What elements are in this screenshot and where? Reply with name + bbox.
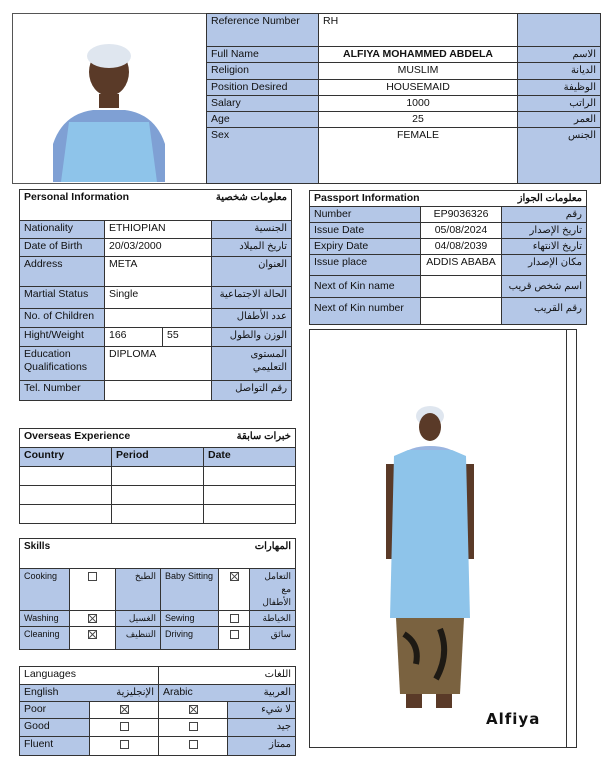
height: 166 [105, 328, 163, 347]
label: Sex [207, 128, 319, 184]
label-ar: الديانة [518, 63, 601, 80]
label: Issue place [310, 255, 421, 276]
english-good-checkbox[interactable] [120, 722, 129, 731]
section-title-ar: خبرات سابقة [204, 429, 296, 448]
label-ar: رقم التواصل [212, 381, 292, 401]
education: DIPLOMA [105, 347, 212, 381]
label-ar: مكان الإصدار [502, 255, 587, 276]
section-title: Languages [20, 667, 159, 685]
skills-table [19, 538, 296, 650]
label: Salary [207, 96, 319, 112]
table-row [20, 486, 296, 505]
label: Next of Kin name [310, 276, 421, 298]
section-title: Skills [20, 539, 161, 569]
passport-information-table [309, 190, 587, 325]
section-title-ar: معلومات شخصية [163, 190, 292, 221]
english-fluent-checkbox[interactable] [120, 740, 129, 749]
english-poor-checkbox[interactable] [120, 705, 129, 714]
skill-label: Washing [20, 611, 70, 627]
arabic-label-ar: العربية [228, 685, 296, 702]
label: Full Name [207, 47, 319, 63]
table-row [20, 467, 296, 486]
next-of-kin-name [421, 276, 502, 298]
table-row [207, 14, 601, 47]
level-label: Fluent [20, 737, 90, 756]
skill-label: Cooking [20, 569, 70, 611]
label: Hight/Weight [20, 328, 105, 347]
label-ar: الجنس [518, 128, 601, 184]
sewing-checkbox[interactable] [230, 614, 239, 623]
label: Tel. Number [20, 381, 105, 401]
label-ar: تاريخ الإصدار [502, 223, 587, 239]
section-title: Overseas Experience [20, 429, 204, 448]
column-header: Period [112, 448, 204, 467]
address: META [105, 257, 212, 287]
level-label-ar: جيد [228, 719, 296, 737]
label: Position Desired [207, 80, 319, 96]
age: 25 [319, 112, 518, 128]
arabic-good-checkbox[interactable] [189, 722, 198, 731]
skill-label: Cleaning [20, 627, 70, 650]
label-ar: الجنسية [212, 221, 292, 239]
reference-number: RH [319, 14, 518, 47]
label: Expiry Date [310, 239, 421, 255]
label-ar: العمر [518, 112, 601, 128]
label: Age [207, 112, 319, 128]
skill-label: Baby Sitting [161, 569, 219, 611]
arabic-fluent-checkbox[interactable] [189, 740, 198, 749]
label-ar: العنوان [212, 257, 292, 287]
nationality: ETHIOPIAN [105, 221, 212, 239]
label-ar: الخياطة [250, 611, 296, 627]
label-ar: التنظيف [116, 627, 161, 650]
position: HOUSEMAID [319, 80, 518, 96]
expiry-date: 04/08/2039 [421, 239, 502, 255]
section-title-ar: المهارات [161, 539, 296, 569]
label-ar: المستوى التعليمي [212, 347, 292, 381]
label-ar: الغسيل [116, 611, 161, 627]
portrait-photo [13, 14, 205, 182]
overseas-experience-table [19, 428, 296, 524]
cooking-checkbox[interactable] [88, 572, 97, 581]
table-row [20, 505, 296, 524]
salary: 1000 [319, 96, 518, 112]
level-label: Good [20, 719, 90, 737]
full-body-photo-frame [309, 329, 577, 748]
religion: MUSLIM [319, 63, 518, 80]
arabic-poor-checkbox[interactable] [189, 705, 198, 714]
label-ar: تاريخ الميلاد [212, 239, 292, 257]
next-of-kin-number [421, 298, 502, 325]
label-ar: الوظيفة [518, 80, 601, 96]
label: Martial Status [20, 287, 105, 309]
photo-caption: Alfiya [486, 710, 541, 728]
baby-sitting-checkbox[interactable] [230, 572, 239, 581]
children [105, 309, 212, 328]
languages-table [19, 666, 296, 756]
skill-label: Driving [161, 627, 219, 650]
label: No. of Children [20, 309, 105, 328]
section-title: Personal Information [20, 190, 163, 221]
date-of-birth: 20/03/2000 [105, 239, 212, 257]
english-label: English [20, 685, 90, 702]
column-header: Date [204, 448, 296, 467]
label-ar: عدد الأطفال [212, 309, 292, 328]
level-label-ar: لا شيء [228, 702, 296, 719]
section-title-ar: اللغات [159, 667, 296, 685]
label-ar: رقم القريب [502, 298, 587, 325]
sex: FEMALE [319, 128, 518, 184]
label-ar: الراتب [518, 96, 601, 112]
label: Religion [207, 63, 319, 80]
issue-date: 05/08/2024 [421, 223, 502, 239]
divider [566, 330, 567, 747]
weight: 55 [163, 328, 212, 347]
label: Next of Kin number [310, 298, 421, 325]
tel-number [105, 381, 212, 401]
personal-information-table [19, 189, 292, 401]
summary-table [206, 13, 601, 184]
label: Date of Birth [20, 239, 105, 257]
washing-checkbox[interactable] [88, 614, 97, 623]
label-ar: اسم شخص قريب [502, 276, 587, 298]
label-ar: تاريخ الانتهاء [502, 239, 587, 255]
full-body-photo [370, 394, 490, 724]
level-label-ar: ممتاز [228, 737, 296, 756]
column-header: Country [20, 448, 112, 467]
label: Address [20, 257, 105, 287]
label: Issue Date [310, 223, 421, 239]
section-title: Passport Information [310, 191, 502, 207]
full-name: ALFIYA MOHAMMED ABDELA [319, 47, 518, 63]
label: Reference Number [207, 14, 319, 47]
level-label: Poor [20, 702, 90, 719]
label-ar [518, 14, 601, 47]
label-ar: الوزن والطول [212, 328, 292, 347]
label-ar: الحالة الاجتماعية [212, 287, 292, 309]
section-title-ar: معلومات الجواز [502, 191, 587, 207]
issue-place: ADDIS ABABA [421, 255, 502, 276]
arabic-label: Arabic [159, 685, 228, 702]
label: Nationality [20, 221, 105, 239]
label-ar: الطبخ [116, 569, 161, 611]
label-ar: الاسم [518, 47, 601, 63]
cleaning-checkbox[interactable] [88, 630, 97, 639]
english-label-ar: الإنجليزية [90, 685, 159, 702]
label-ar: التعامل مع الأطفال [250, 569, 296, 611]
driving-checkbox[interactable] [230, 630, 239, 639]
label-ar: رقم [502, 207, 587, 223]
label: Number [310, 207, 421, 223]
portrait-photo-frame [12, 13, 207, 184]
skill-label: Sewing [161, 611, 219, 627]
passport-number: EP9036326 [421, 207, 502, 223]
label: Education Qualifications [20, 347, 105, 381]
marital-status: Single [105, 287, 212, 309]
label-ar: سائق [250, 627, 296, 650]
